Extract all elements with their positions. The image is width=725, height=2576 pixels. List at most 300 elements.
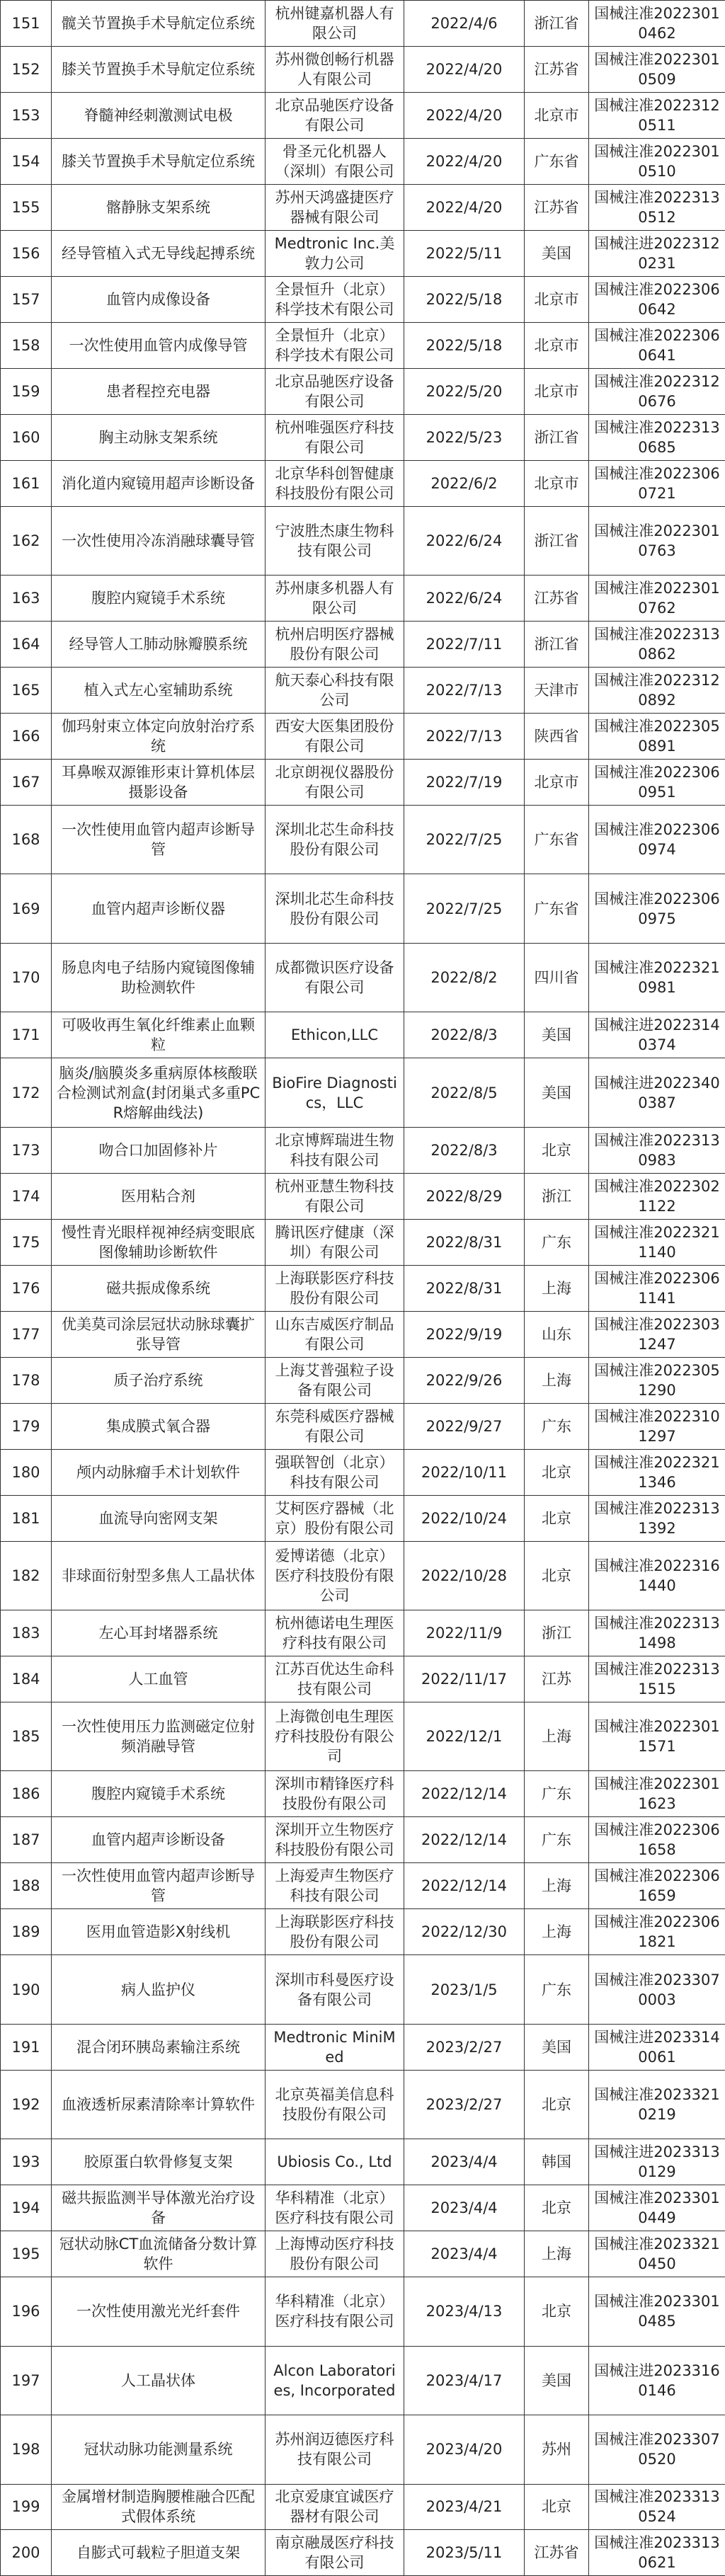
- row-number-cell: 171: [1, 1012, 52, 1058]
- approval-date-cell: 2022/8/2: [404, 943, 525, 1012]
- company-name-cell: 深圳开立生物医疗科技股份有限公司: [266, 1817, 404, 1863]
- table-row: [1, 414, 725, 460]
- registration-number-cell: 国械注准20223130862: [589, 622, 725, 668]
- region-cell: 江苏省: [525, 184, 589, 230]
- registration-number-cell: 国械注准20223101297: [589, 1403, 725, 1449]
- table-row: [1, 2346, 725, 2415]
- region-cell: 北京: [525, 2277, 589, 2346]
- table-row: [1, 1403, 725, 1449]
- region-cell: 浙江省: [525, 1, 589, 47]
- approval-date-cell: 2022/9/26: [404, 1357, 525, 1403]
- table-row: [1, 1610, 725, 1656]
- device-name-cell: 胶原蛋白软骨修复支架: [52, 2139, 266, 2185]
- table-row: [1, 1541, 725, 1610]
- table-row: [1, 138, 725, 184]
- company-name-cell: 上海联影医疗科技股份有限公司: [266, 1265, 404, 1311]
- device-name-cell: 植入式左心室辅助系统: [52, 668, 266, 714]
- approval-date-cell: 2022/5/18: [404, 322, 525, 368]
- table-row: [1, 1, 725, 47]
- approval-date-cell: 2022/10/28: [404, 1541, 525, 1610]
- registration-number-cell: 国械注准20223010763: [589, 506, 725, 575]
- company-name-cell: 上海微创电生理医疗科技股份有限公司: [266, 1702, 404, 1770]
- company-name-cell: Ubiosis Co., Ltd: [266, 2139, 404, 2185]
- region-cell: 上海: [525, 1909, 589, 1955]
- row-number-cell: 174: [1, 1173, 52, 1219]
- device-name-cell: 髂静脉支架系统: [52, 184, 266, 230]
- row-number-cell: 175: [1, 1219, 52, 1265]
- approval-date-cell: 2023/4/13: [404, 2277, 525, 2346]
- approval-date-cell: 2022/5/18: [404, 276, 525, 322]
- company-name-cell: 爱博诺德（北京）医疗科技股份有限公司: [266, 1541, 404, 1610]
- device-name-cell: 左心耳封堵器系统: [52, 1610, 266, 1656]
- row-number-cell: 156: [1, 230, 52, 276]
- registration-number-cell: 国械注准20223010509: [589, 46, 725, 92]
- row-number-cell: 195: [1, 2231, 52, 2277]
- row-number-cell: 178: [1, 1357, 52, 1403]
- approval-date-cell: 2022/12/14: [404, 1817, 525, 1863]
- registration-number-cell: 国械注进20223140374: [589, 1012, 725, 1058]
- approval-date-cell: 2023/1/5: [404, 1955, 525, 2024]
- region-cell: 广东: [525, 1219, 589, 1265]
- table-row: [1, 1311, 725, 1357]
- region-cell: 北京: [525, 2070, 589, 2139]
- table-row: [1, 1863, 725, 1909]
- device-name-cell: 优美莫司涂层冠状动脉球囊扩张导管: [52, 1311, 266, 1357]
- table-row: [1, 2530, 725, 2576]
- approval-date-cell: 2023/5/11: [404, 2530, 525, 2576]
- registration-number-cell: 国械注准20223211346: [589, 1449, 725, 1495]
- region-cell: 上海: [525, 2231, 589, 2277]
- device-name-cell: 耳鼻喉双源锥形束计算机体层摄影设备: [52, 760, 266, 806]
- approval-date-cell: 2022/4/20: [404, 92, 525, 138]
- approval-date-cell: 2022/7/19: [404, 760, 525, 806]
- approval-date-cell: 2022/9/27: [404, 1403, 525, 1449]
- device-name-cell: 脊髓神经刺激测试电极: [52, 92, 266, 138]
- region-cell: 美国: [525, 2024, 589, 2070]
- registration-number-cell: 国械注准20223060951: [589, 760, 725, 806]
- table-row: [1, 2231, 725, 2277]
- approval-date-cell: 2022/12/1: [404, 1702, 525, 1770]
- row-number-cell: 189: [1, 1909, 52, 1955]
- device-name-cell: 一次性使用压力监测磁定位射频消融导管: [52, 1702, 266, 1770]
- company-name-cell: 宁波胜杰康生物科技有限公司: [266, 506, 404, 575]
- region-cell: 广东省: [525, 138, 589, 184]
- table-row: [1, 276, 725, 322]
- table-row: [1, 506, 725, 575]
- registration-number-cell: 国械注准20233070520: [589, 2415, 725, 2484]
- table-row: [1, 1357, 725, 1403]
- registration-number-cell: 国械注准20223120676: [589, 368, 725, 414]
- registration-number-cell: 国械注准20223050891: [589, 714, 725, 760]
- region-cell: 北京市: [525, 276, 589, 322]
- row-number-cell: 194: [1, 2185, 52, 2231]
- row-number-cell: 188: [1, 1863, 52, 1909]
- row-number-cell: 197: [1, 2346, 52, 2415]
- row-number-cell: 191: [1, 2024, 52, 2070]
- region-cell: 北京市: [525, 368, 589, 414]
- approval-date-cell: 2022/11/9: [404, 1610, 525, 1656]
- table-row: [1, 1173, 725, 1219]
- registration-number-cell: 国械注准20223061659: [589, 1863, 725, 1909]
- device-name-cell: 血流导向密网支架: [52, 1495, 266, 1541]
- row-number-cell: 163: [1, 576, 52, 622]
- region-cell: 北京: [525, 2484, 589, 2530]
- company-name-cell: 成都微识医疗设备有限公司: [266, 943, 404, 1012]
- approval-date-cell: 2022/7/11: [404, 622, 525, 668]
- device-name-cell: 混合闭环胰岛素输注系统: [52, 2024, 266, 2070]
- table-row: [1, 2484, 725, 2530]
- registration-number-cell: 国械注准20223130983: [589, 1127, 725, 1173]
- row-number-cell: 192: [1, 2070, 52, 2139]
- device-name-cell: 腹腔内窥镜手术系统: [52, 1771, 266, 1817]
- region-cell: 美国: [525, 2346, 589, 2415]
- device-name-cell: 血管内超声诊断仪器: [52, 874, 266, 943]
- device-name-cell: 肠息肉电子结肠内窥镜图像辅助检测软件: [52, 943, 266, 1012]
- region-cell: 江苏省: [525, 2530, 589, 2576]
- company-name-cell: 杭州启明医疗器械股份有限公司: [266, 622, 404, 668]
- region-cell: 北京: [525, 1449, 589, 1495]
- company-name-cell: 上海博动医疗科技股份有限公司: [266, 2231, 404, 2277]
- registration-number-cell: 国械注进20223120231: [589, 230, 725, 276]
- region-cell: 美国: [525, 230, 589, 276]
- region-cell: 北京: [525, 1127, 589, 1173]
- approval-date-cell: 2022/10/24: [404, 1495, 525, 1541]
- registration-number-cell: 国械注准20223131392: [589, 1495, 725, 1541]
- registration-number-cell: 国械注准20223021122: [589, 1173, 725, 1219]
- region-cell: 江苏省: [525, 576, 589, 622]
- table-row: [1, 184, 725, 230]
- row-number-cell: 198: [1, 2415, 52, 2484]
- table-row: [1, 1012, 725, 1058]
- company-name-cell: 强联智创（北京）科技有限公司: [266, 1449, 404, 1495]
- table-row: [1, 2070, 725, 2139]
- region-cell: 韩国: [525, 2139, 589, 2185]
- device-name-cell: 腹腔内窥镜手术系统: [52, 576, 266, 622]
- company-name-cell: 南京融晟医疗科技有限公司: [266, 2530, 404, 2576]
- table-row: [1, 760, 725, 806]
- device-name-cell: 可吸收再生氧化纤维素止血颗粒: [52, 1012, 266, 1058]
- approval-date-cell: 2022/7/13: [404, 668, 525, 714]
- registration-number-cell: 国械注准20223060974: [589, 805, 725, 874]
- region-cell: 上海: [525, 1357, 589, 1403]
- approval-date-cell: 2022/5/23: [404, 414, 525, 460]
- registration-number-cell: 国械注准20223010462: [589, 1, 725, 47]
- company-name-cell: 山东吉威医疗制品有限公司: [266, 1311, 404, 1357]
- registration-number-cell: 国械注进20233130129: [589, 2139, 725, 2185]
- device-name-cell: 病人监护仪: [52, 1955, 266, 2024]
- region-cell: 美国: [525, 1012, 589, 1058]
- device-name-cell: 一次性使用激光光纤套件: [52, 2277, 266, 2346]
- approval-date-cell: 2022/6/24: [404, 506, 525, 575]
- table-row: [1, 2277, 725, 2346]
- device-name-cell: 伽玛射束立体定向放射治疗系统: [52, 714, 266, 760]
- region-cell: 北京市: [525, 322, 589, 368]
- approval-date-cell: 2023/2/27: [404, 2070, 525, 2139]
- row-number-cell: 193: [1, 2139, 52, 2185]
- row-number-cell: 168: [1, 805, 52, 874]
- approval-date-cell: 2022/6/2: [404, 460, 525, 506]
- approval-date-cell: 2023/4/4: [404, 2139, 525, 2185]
- registration-number-cell: 国械注准20223031247: [589, 1311, 725, 1357]
- approval-date-cell: 2022/8/29: [404, 1173, 525, 1219]
- table-row: [1, 576, 725, 622]
- registration-number-cell: 国械注准20233130524: [589, 2484, 725, 2530]
- table-row: [1, 1449, 725, 1495]
- device-name-cell: 集成膜式氧合器: [52, 1403, 266, 1449]
- device-name-cell: 一次性使用血管内成像导管: [52, 322, 266, 368]
- table-row: [1, 2139, 725, 2185]
- device-name-cell: 金属增材制造胸腰椎融合匹配式假体系统: [52, 2484, 266, 2530]
- table-row: [1, 460, 725, 506]
- company-name-cell: 北京博辉瑞进生物科技有限公司: [266, 1127, 404, 1173]
- table-row: [1, 368, 725, 414]
- approval-date-cell: 2022/12/14: [404, 1863, 525, 1909]
- region-cell: 广东省: [525, 805, 589, 874]
- table-row: [1, 2185, 725, 2231]
- registration-number-cell: 国械注准20223051290: [589, 1357, 725, 1403]
- registration-number-cell: 国械注准20223060975: [589, 874, 725, 943]
- registration-number-cell: 国械注准20233010449: [589, 2185, 725, 2231]
- registration-number-cell: 国械注准20223011571: [589, 1702, 725, 1770]
- table-row: [1, 874, 725, 943]
- company-name-cell: Ethicon,LLC: [266, 1012, 404, 1058]
- row-number-cell: 157: [1, 276, 52, 322]
- company-name-cell: 杭州亚慧生物科技有限公司: [266, 1173, 404, 1219]
- approval-date-cell: 2022/8/31: [404, 1219, 525, 1265]
- company-name-cell: 北京朗视仪器股份有限公司: [266, 760, 404, 806]
- registration-number-cell: 国械注准20233010485: [589, 2277, 725, 2346]
- device-name-cell: 慢性青光眼样视神经病变眼底图像辅助诊断软件: [52, 1219, 266, 1265]
- approval-date-cell: 2022/8/3: [404, 1127, 525, 1173]
- region-cell: 浙江省: [525, 414, 589, 460]
- device-name-cell: 消化道内窥镜用超声诊断设备: [52, 460, 266, 506]
- table-row: [1, 2024, 725, 2070]
- row-number-cell: 180: [1, 1449, 52, 1495]
- row-number-cell: 199: [1, 2484, 52, 2530]
- approval-date-cell: 2023/4/17: [404, 2346, 525, 2415]
- company-name-cell: 北京爱康宜诚医疗器材有限公司: [266, 2484, 404, 2530]
- row-number-cell: 182: [1, 1541, 52, 1610]
- device-name-cell: 经导管植入式无导线起搏系统: [52, 230, 266, 276]
- region-cell: 四川省: [525, 943, 589, 1012]
- company-name-cell: 艾柯医疗器械（北京）股份有限公司: [266, 1495, 404, 1541]
- device-name-cell: 胸主动脉支架系统: [52, 414, 266, 460]
- approval-date-cell: 2022/12/14: [404, 1771, 525, 1817]
- company-name-cell: 腾讯医疗健康（深圳）有限公司: [266, 1219, 404, 1265]
- company-name-cell: 全景恒升（北京）科学技术有限公司: [266, 276, 404, 322]
- approval-date-cell: 2022/8/31: [404, 1265, 525, 1311]
- registration-number-cell: 国械注准20223011623: [589, 1771, 725, 1817]
- company-name-cell: BioFire Diagnostics，LLC: [266, 1058, 404, 1127]
- row-number-cell: 165: [1, 668, 52, 714]
- device-name-cell: 医用血管造影X射线机: [52, 1909, 266, 1955]
- registration-number-cell: 国械注准20223131498: [589, 1610, 725, 1656]
- company-name-cell: 全景恒升（北京）科学技术有限公司: [266, 322, 404, 368]
- row-number-cell: 196: [1, 2277, 52, 2346]
- approval-date-cell: 2022/5/20: [404, 368, 525, 414]
- device-name-cell: 非球面衍射型多焦人工晶状体: [52, 1541, 266, 1610]
- region-cell: 苏州: [525, 2415, 589, 2484]
- row-number-cell: 158: [1, 322, 52, 368]
- table-row: [1, 1817, 725, 1863]
- table-row: [1, 322, 725, 368]
- approval-date-cell: 2023/4/21: [404, 2484, 525, 2530]
- device-name-cell: 血管内超声诊断设备: [52, 1817, 266, 1863]
- device-name-cell: 膝关节置换手术导航定位系统: [52, 138, 266, 184]
- region-cell: 上海: [525, 1863, 589, 1909]
- approval-date-cell: 2022/9/19: [404, 1311, 525, 1357]
- company-name-cell: 苏州微创畅行机器人有限公司: [266, 46, 404, 92]
- approval-date-cell: 2022/5/11: [404, 230, 525, 276]
- row-number-cell: 154: [1, 138, 52, 184]
- company-name-cell: 苏州润迈德医疗科技有限公司: [266, 2415, 404, 2484]
- company-name-cell: Medtronic Inc.美敦力公司: [266, 230, 404, 276]
- region-cell: 北京: [525, 2185, 589, 2231]
- table-row: [1, 230, 725, 276]
- device-name-cell: 脑炎/脑膜炎多重病原体核酸联合检测试剂盒(封闭巢式多重PCR熔解曲线法): [52, 1058, 266, 1127]
- registration-number-cell: 国械注准20223010510: [589, 138, 725, 184]
- company-name-cell: 苏州天鸿盛捷医疗器械有限公司: [266, 184, 404, 230]
- region-cell: 北京: [525, 1541, 589, 1610]
- row-number-cell: 176: [1, 1265, 52, 1311]
- device-name-cell: 患者程控充电器: [52, 368, 266, 414]
- row-number-cell: 167: [1, 760, 52, 806]
- table-row: [1, 714, 725, 760]
- region-cell: 美国: [525, 1058, 589, 1127]
- approval-date-cell: 2022/7/25: [404, 874, 525, 943]
- company-name-cell: 上海艾普强粒子设备有限公司: [266, 1357, 404, 1403]
- registration-number-cell: 国械注准20223061658: [589, 1817, 725, 1863]
- registration-number-cell: 国械注准20223061821: [589, 1909, 725, 1955]
- table-body: [1, 1, 725, 2576]
- approval-date-cell: 2022/4/20: [404, 46, 525, 92]
- region-cell: 浙江: [525, 1610, 589, 1656]
- company-name-cell: 北京品驰医疗设备有限公司: [266, 368, 404, 414]
- registration-number-cell: 国械注准20223211140: [589, 1219, 725, 1265]
- device-name-cell: 血液透析尿素清除率计算软件: [52, 2070, 266, 2139]
- device-name-cell: 冠状动脉功能测量系统: [52, 2415, 266, 2484]
- registration-number-cell: 国械注准20223060721: [589, 460, 725, 506]
- registration-number-cell: 国械注准20223120511: [589, 92, 725, 138]
- company-name-cell: 华科精准（北京）医疗科技有限公司: [266, 2185, 404, 2231]
- company-name-cell: 江苏百优达生命科技有限公司: [266, 1656, 404, 1702]
- row-number-cell: 200: [1, 2530, 52, 2576]
- registration-number-cell: 国械注准20233210450: [589, 2231, 725, 2277]
- device-name-cell: 磁共振成像系统: [52, 1265, 266, 1311]
- row-number-cell: 177: [1, 1311, 52, 1357]
- company-name-cell: 杭州德诺电生理医疗科技有限公司: [266, 1610, 404, 1656]
- company-name-cell: 北京品驰医疗设备有限公司: [266, 92, 404, 138]
- approval-date-cell: 2022/6/24: [404, 576, 525, 622]
- registration-number-cell: 国械注进20223400387: [589, 1058, 725, 1127]
- table-row: [1, 1495, 725, 1541]
- registration-number-cell: 国械注准20223210981: [589, 943, 725, 1012]
- company-name-cell: 骨圣元化机器人（深圳）有限公司: [266, 138, 404, 184]
- approval-date-cell: 2022/12/30: [404, 1909, 525, 1955]
- approval-date-cell: 2023/4/4: [404, 2231, 525, 2277]
- device-name-cell: 膝关节置换手术导航定位系统: [52, 46, 266, 92]
- region-cell: 北京: [525, 1495, 589, 1541]
- device-name-cell: 髋关节置换手术导航定位系统: [52, 1, 266, 47]
- region-cell: 北京市: [525, 92, 589, 138]
- registration-number-cell: 国械注进20233140061: [589, 2024, 725, 2070]
- device-name-cell: 一次性使用血管内超声诊断导管: [52, 805, 266, 874]
- table-row: [1, 622, 725, 668]
- company-name-cell: 华科精准（北京）医疗科技有限公司: [266, 2277, 404, 2346]
- region-cell: 陕西省: [525, 714, 589, 760]
- device-name-cell: 自膨式可载粒子胆道支架: [52, 2530, 266, 2576]
- region-cell: 浙江: [525, 1173, 589, 1219]
- row-number-cell: 155: [1, 184, 52, 230]
- row-number-cell: 179: [1, 1403, 52, 1449]
- company-name-cell: 北京英福美信息科技股份有限公司: [266, 2070, 404, 2139]
- device-name-cell: 颅内动脉瘤手术计划软件: [52, 1449, 266, 1495]
- row-number-cell: 166: [1, 714, 52, 760]
- approval-date-cell: 2023/4/20: [404, 2415, 525, 2484]
- registration-number-cell: 国械注准20223061141: [589, 1265, 725, 1311]
- table-row: [1, 943, 725, 1012]
- approval-date-cell: 2022/8/3: [404, 1012, 525, 1058]
- row-number-cell: 190: [1, 1955, 52, 2024]
- registration-number-cell: 国械注准20223130685: [589, 414, 725, 460]
- company-name-cell: 东莞科威医疗器械有限公司: [266, 1403, 404, 1449]
- region-cell: 浙江省: [525, 506, 589, 575]
- company-name-cell: 深圳市科曼医疗设备有限公司: [266, 1955, 404, 2024]
- company-name-cell: Medtronic MiniMed: [266, 2024, 404, 2070]
- table-row: [1, 2415, 725, 2484]
- company-name-cell: 北京华科创智健康科技股份有限公司: [266, 460, 404, 506]
- company-name-cell: 深圳北芯生命科技股份有限公司: [266, 805, 404, 874]
- region-cell: 广东: [525, 1955, 589, 2024]
- device-name-cell: 磁共振监测半导体激光治疗设备: [52, 2185, 266, 2231]
- table-row: [1, 46, 725, 92]
- company-name-cell: 上海联影医疗科技股份有限公司: [266, 1909, 404, 1955]
- approval-date-cell: 2022/4/6: [404, 1, 525, 47]
- table-row: [1, 668, 725, 714]
- company-name-cell: 苏州康多机器人有限公司: [266, 576, 404, 622]
- company-name-cell: Alcon Laboratories, Incorporated: [266, 2346, 404, 2415]
- registration-number-cell: 国械注准20223060642: [589, 276, 725, 322]
- approval-date-cell: 2022/4/20: [404, 184, 525, 230]
- region-cell: 广东: [525, 1403, 589, 1449]
- row-number-cell: 161: [1, 460, 52, 506]
- table-row: [1, 1955, 725, 2024]
- table-row: [1, 1909, 725, 1955]
- table-row: [1, 1265, 725, 1311]
- row-number-cell: 185: [1, 1702, 52, 1770]
- approval-date-cell: 2023/4/4: [404, 2185, 525, 2231]
- approval-date-cell: 2022/11/17: [404, 1656, 525, 1702]
- approval-date-cell: 2022/7/13: [404, 714, 525, 760]
- company-name-cell: 杭州键嘉机器人有限公司: [266, 1, 404, 47]
- row-number-cell: 186: [1, 1771, 52, 1817]
- region-cell: 北京市: [525, 760, 589, 806]
- region-cell: 北京市: [525, 460, 589, 506]
- region-cell: 上海: [525, 1265, 589, 1311]
- registration-number-cell: 国械注准20223130512: [589, 184, 725, 230]
- row-number-cell: 151: [1, 1, 52, 47]
- registration-number-cell: 国械注准20223060641: [589, 322, 725, 368]
- region-cell: 上海: [525, 1702, 589, 1770]
- table-row: [1, 1702, 725, 1770]
- device-name-cell: 经导管人工肺动脉瓣膜系统: [52, 622, 266, 668]
- registration-number-cell: 国械注准20223010762: [589, 576, 725, 622]
- row-number-cell: 164: [1, 622, 52, 668]
- approval-date-cell: 2022/4/20: [404, 138, 525, 184]
- registration-number-cell: 国械注进20233160146: [589, 2346, 725, 2415]
- device-name-cell: 人工血管: [52, 1656, 266, 1702]
- table-row: [1, 1058, 725, 1127]
